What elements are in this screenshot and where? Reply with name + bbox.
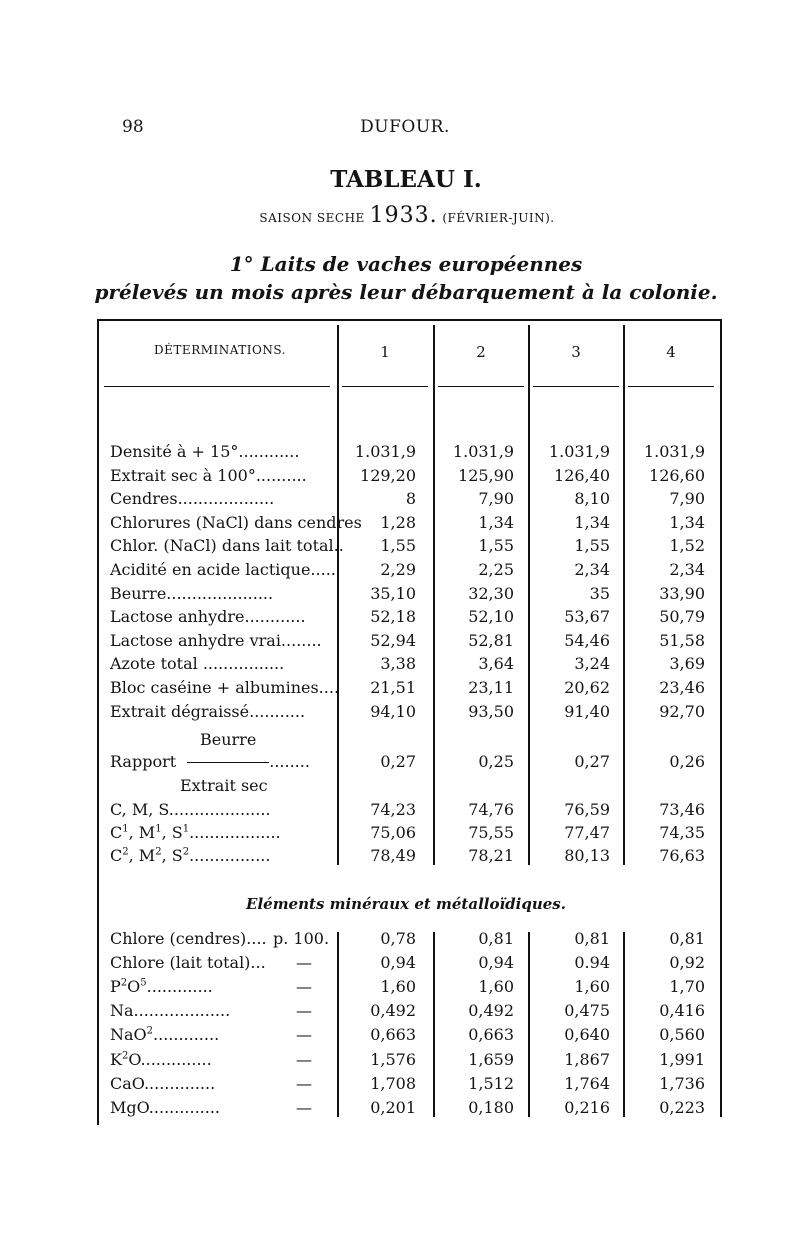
value-cell-1: 0,201: [370, 1098, 416, 1117]
superscript: 2: [122, 846, 129, 858]
value-cell-2: 52,10: [468, 607, 514, 626]
value-cell-1: 35,10: [370, 584, 416, 603]
value-cell-4: 7,90: [669, 489, 705, 508]
value-cell-1: 0,492: [370, 1001, 416, 1020]
ratio-denominator: Extrait sec: [180, 776, 268, 795]
value-cell-4: 23,46: [659, 678, 705, 697]
value-cell-4: 3,69: [669, 654, 705, 673]
mineral-unit: —: [296, 953, 312, 972]
label-dots: ..............: [140, 1050, 212, 1069]
value-cell-4: 2,34: [669, 560, 705, 579]
value-cell-3: 1.031,9: [548, 442, 610, 461]
value-cell-2: 0,492: [468, 1001, 514, 1020]
ratio-fraction-bar: [187, 762, 269, 763]
value-cell-1: 94,10: [370, 702, 416, 721]
value-cell-4: 92,70: [659, 702, 705, 721]
value-cell-1: 78,49: [370, 846, 416, 865]
value-cell-1: 52,18: [370, 607, 416, 626]
value-cell-4: 1,52: [669, 536, 705, 555]
row-label: Chlor. (NaCl) dans lait total..: [110, 536, 344, 555]
value-cell-4: 0,92: [669, 953, 705, 972]
heading-line-1: 1° Laits de vaches européennes: [229, 252, 583, 276]
value-cell-3: 126,40: [554, 466, 610, 485]
value-cell-4: 73,46: [659, 800, 705, 819]
superscript: 2: [182, 846, 190, 858]
label-s: S: [171, 823, 183, 842]
mineral-unit: —: [296, 1074, 312, 1093]
label-dots: ................: [189, 846, 271, 865]
label-s: S: [171, 846, 183, 865]
value-cell-4: 1,34: [669, 513, 705, 532]
value-cell-1: 8: [405, 489, 416, 508]
value-cell-3: 0,216: [564, 1098, 610, 1117]
value-cell-3: 1,60: [574, 977, 610, 996]
label-m: M: [138, 823, 156, 842]
value-cell-1: 0,78: [380, 929, 416, 948]
value-cell-2: 0,180: [468, 1098, 514, 1117]
value-cell-2: 1,55: [478, 536, 514, 555]
row-label: Densité à + 15°............: [110, 442, 300, 461]
row-label: $C^2$, $M^2$, $S^2$................: [110, 846, 271, 865]
label-base: P: [110, 977, 121, 996]
label-base: K: [110, 1050, 122, 1069]
superscript: 2: [146, 1025, 154, 1037]
value-cell-1: 1,576: [370, 1050, 416, 1069]
ratio-label: [110, 752, 310, 771]
heading-line-2: prélevés un mois après leur débarquement à la colonie.: [94, 280, 718, 304]
superscript: 5: [140, 977, 147, 989]
value-cell-2: 125,90: [458, 466, 514, 485]
table-title: TABLEAU I.: [330, 166, 482, 193]
row-label: Beurre.....................: [110, 584, 274, 603]
value-cell-4: 76,63: [659, 846, 705, 865]
value-cell-4: 33,90: [659, 584, 705, 603]
value-cell-4: 1.031,9: [643, 442, 705, 461]
value-cell-4: 0,81: [669, 929, 705, 948]
header-rule-3: [533, 386, 619, 387]
page-number: 98: [122, 117, 144, 137]
label-c: C: [110, 846, 123, 865]
mineral-label: [110, 1025, 219, 1044]
row-label: C, M, S....................: [110, 800, 271, 819]
value-cell-4: 1,736: [659, 1074, 705, 1093]
running-head: DUFOUR.: [360, 117, 450, 137]
value-cell-2: 2,25: [478, 560, 514, 579]
row-label: Cendres...................: [110, 489, 275, 508]
label-mid: O: [128, 1050, 141, 1069]
value-cell-2: 1,659: [468, 1050, 514, 1069]
superscript: 2: [120, 977, 128, 989]
value-cell-3: 91,40: [564, 702, 610, 721]
value-cell-2: 0,25: [478, 752, 514, 771]
value-cell-4: 0,416: [659, 1001, 705, 1020]
superscript: 2: [155, 846, 162, 858]
value-cell-3: 0,81: [574, 929, 610, 948]
value-cell-2: 1,34: [478, 513, 514, 532]
mineral-unit: —: [296, 1098, 312, 1117]
header-rule-2: [438, 386, 524, 387]
row-label: Extrait sec à 100°..........: [110, 466, 307, 485]
table-subtitle: [0, 203, 800, 228]
value-cell-1: 0,27: [380, 752, 416, 771]
value-cell-2: 0,81: [478, 929, 514, 948]
value-cell-1: 1.031,9: [354, 442, 416, 461]
mineral-label: MgO..............: [110, 1098, 221, 1117]
value-cell-2: 1,512: [468, 1074, 514, 1093]
label-dots: .............: [146, 977, 213, 996]
mineral-label: Chlore (cendres)....: [110, 929, 267, 948]
value-cell-4: 126,60: [649, 466, 705, 485]
row-label: Chlorures (NaCl) dans cendres: [110, 513, 362, 532]
section-title-minerals: Eléments minéraux et métalloïdiques.: [246, 895, 566, 913]
value-cell-2: 0,663: [468, 1025, 514, 1044]
value-cell-2: 1,60: [478, 977, 514, 996]
value-cell-3: 20,62: [564, 678, 610, 697]
value-cell-4: 0,26: [669, 752, 705, 771]
value-cell-4: 50,79: [659, 607, 705, 626]
mineral-unit: —: [296, 1050, 312, 1069]
value-cell-4: 51,58: [659, 631, 705, 650]
ratio-dots: ........: [269, 752, 310, 771]
row-label: Acidité en acide lactique.....: [110, 560, 336, 579]
superscript: 1: [122, 823, 129, 835]
value-cell-1: 1,55: [380, 536, 416, 555]
superscript: 1: [155, 823, 162, 835]
value-cell-2: 32,30: [468, 584, 514, 603]
value-cell-1: 1,60: [380, 977, 416, 996]
value-cell-1: 3,38: [380, 654, 416, 673]
value-cell-3: 76,59: [564, 800, 610, 819]
value-cell-2: 52,81: [468, 631, 514, 650]
table-left-border: [97, 319, 99, 1125]
value-cell-2: 74,76: [468, 800, 514, 819]
value-cell-3: 8,10: [574, 489, 610, 508]
row-label: Extrait dégraissé...........: [110, 702, 306, 721]
value-cell-3: 0.94: [574, 953, 610, 972]
value-cell-2: 75,55: [468, 823, 514, 842]
header-rule-4: [628, 386, 714, 387]
value-cell-1: 74,23: [370, 800, 416, 819]
value-cell-3: 1,34: [574, 513, 610, 532]
col-header-2: 2: [476, 343, 486, 361]
label-dots: ..................: [189, 823, 281, 842]
table-right-border: [720, 319, 722, 1117]
value-cell-3: 1,55: [574, 536, 610, 555]
mineral-unit: —: [296, 1001, 312, 1020]
months-label: (FÉVRIER-JUIN).: [442, 211, 555, 225]
value-cell-2: 93,50: [468, 702, 514, 721]
season-label: SAISON SECHE: [259, 211, 365, 225]
value-cell-4: 0,560: [659, 1025, 705, 1044]
mineral-label: Na...................: [110, 1001, 231, 1020]
mineral-unit: p. 100.: [273, 929, 330, 948]
value-cell-3: 0,640: [564, 1025, 610, 1044]
value-cell-1: 1,708: [370, 1074, 416, 1093]
row-label: Bloc caséine + albumines....: [110, 678, 340, 697]
value-cell-1: 75,06: [370, 823, 416, 842]
value-cell-2: 78,21: [468, 846, 514, 865]
value-cell-4: 1,70: [669, 977, 705, 996]
value-cell-3: 80,13: [564, 846, 610, 865]
value-cell-3: 1,867: [564, 1050, 610, 1069]
col-header-1: 1: [380, 343, 390, 361]
row-label: Lactose anhydre............: [110, 607, 306, 626]
value-cell-1: 129,20: [360, 466, 416, 485]
value-cell-2: 0,94: [478, 953, 514, 972]
value-cell-1: 1,28: [380, 513, 416, 532]
superscript: 2: [121, 1050, 129, 1062]
value-cell-3: 0,27: [574, 752, 610, 771]
ratio-label-text: Rapport: [110, 752, 177, 771]
value-cell-3: 3,24: [574, 654, 610, 673]
value-cell-2: 3,64: [478, 654, 514, 673]
value-cell-3: 54,46: [564, 631, 610, 650]
mineral-label: [110, 1050, 212, 1069]
ratio-numerator: Beurre: [200, 730, 257, 749]
value-cell-3: 53,67: [564, 607, 610, 626]
value-cell-4: 1,991: [659, 1050, 705, 1069]
value-cell-1: 21,51: [370, 678, 416, 697]
header-rule-1: [342, 386, 428, 387]
value-cell-3: 1,764: [564, 1074, 610, 1093]
value-cell-2: 7,90: [478, 489, 514, 508]
col-header-determinations: DÉTERMINATIONS.: [154, 343, 286, 357]
row-label: Azote total ................: [110, 654, 285, 673]
value-cell-1: 0,94: [380, 953, 416, 972]
value-cell-3: 0,475: [564, 1001, 610, 1020]
value-cell-3: 35: [589, 584, 610, 603]
value-cell-4: 74,35: [659, 823, 705, 842]
label-m: M: [138, 846, 156, 865]
mineral-unit: —: [296, 977, 312, 996]
value-cell-2: 1.031,9: [452, 442, 514, 461]
mineral-label: CaO..............: [110, 1074, 216, 1093]
header-rule-det: [104, 386, 330, 387]
value-cell-2: 23,11: [468, 678, 514, 697]
mineral-unit: —: [296, 1025, 312, 1044]
label-mid: O: [127, 977, 141, 996]
col-header-3: 3: [571, 343, 581, 361]
value-cell-1: 52,94: [370, 631, 416, 650]
label-base: NaO: [110, 1025, 147, 1044]
value-cell-3: 77,47: [564, 823, 610, 842]
value-cell-4: 0,223: [659, 1098, 705, 1117]
label-dots: .............: [153, 1025, 220, 1044]
year-label: 1933.: [369, 203, 438, 228]
mineral-label: [110, 977, 213, 996]
value-cell-1: 2,29: [380, 560, 416, 579]
table-top-border: [97, 319, 722, 321]
value-cell-3: 2,34: [574, 560, 610, 579]
row-label: Lactose anhydre vrai........: [110, 631, 322, 650]
superscript: 1: [182, 823, 190, 835]
value-cell-1: 0,663: [370, 1025, 416, 1044]
col-header-4: 4: [666, 343, 676, 361]
label-c: C: [110, 823, 123, 842]
row-label: $C^1$, $M^1$, $S^1$..................: [110, 823, 281, 842]
mineral-label: Chlore (lait total)...: [110, 953, 266, 972]
